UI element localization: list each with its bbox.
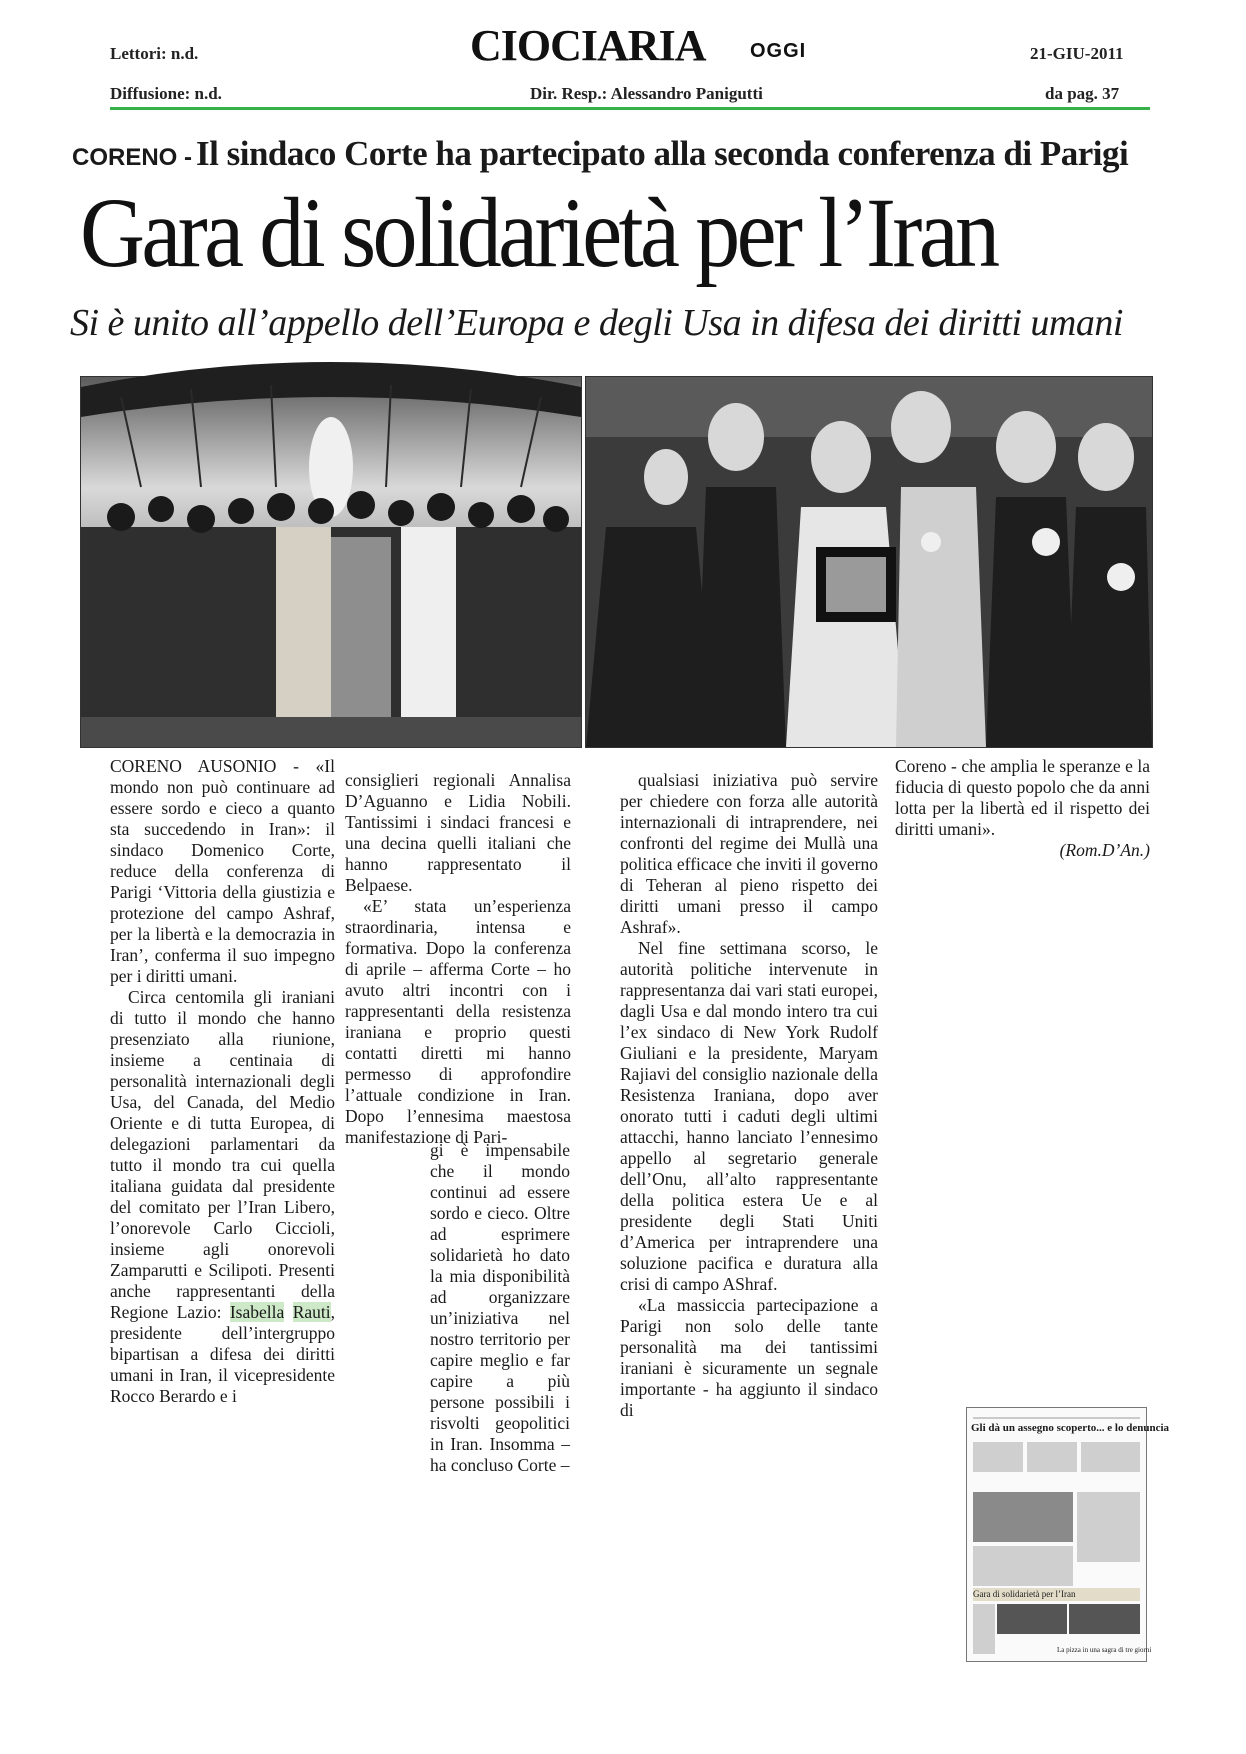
- thumbnail-side-headline: La pizza in una sagra di tre giorni: [1057, 1646, 1152, 1654]
- highlighted-name-last: Rauti: [292, 1302, 331, 1322]
- article-column-2: [345, 770, 571, 1148]
- thumbnail-headline: Gli dà un assegno scoperto... e lo denuncia: [971, 1422, 1170, 1434]
- article-column-1: [110, 756, 335, 1407]
- highlighted-name-first: Isabella: [229, 1302, 285, 1322]
- paragraph: consiglieri regionali Annalisa D’Aguanno e Lidia Nobili. Tantissimi i sindaci francesi e una decina quelli italiani che hanno rappresentato il Belpaese.: [345, 770, 571, 895]
- paragraph: CORENO AUSONIO - «Il mondo non può continuare ad essere sordo e cieco a quanto sta succedendo in Iran»: il sindaco Domenico Corte, reduce della conferenza di Parigi ‘Vittoria della giustizia e protezione del campo Ashraf, per la libertà e la democrazia in Iran’, conferma il suo impegno per i diritti umani.: [110, 756, 335, 986]
- paragraph: qualsiasi iniziativa può servire per chiedere con forza alle autorità internazionali di intraprendere, nei confronti del regime dei Mullà una politica efficace che inviti il governo di Teheran al pieno rispetto dei diritti umani presso il campo Ashraf».: [620, 770, 878, 937]
- byline: (Rom.D’An.): [1059, 840, 1150, 860]
- masthead-title: CIOCIARIA: [470, 21, 706, 70]
- page-ref-label: da pag. 37: [1045, 84, 1120, 103]
- masthead-suffix: OGGI: [750, 40, 807, 62]
- paragraph: gi è impensabile che il mondo continui ad essere sordo e cieco. Oltre ad esprimere solidarietà ho dato la mia disponibilità ad organizzare un’iniziativa nel nostro territorio per capire meglio e far capire a più persone possibili i risvolti geopolitici in Iran. Insomma – ha concluso Corte –: [430, 1140, 570, 1475]
- kicker-text: Il sindaco Corte ha partecipato alla seconda conferenza di Parigi: [196, 134, 1129, 173]
- article-column-3: [620, 770, 878, 1421]
- circulation-label: Diffusione: n.d.: [110, 84, 222, 103]
- article-column-4: [895, 756, 1150, 861]
- paragraph-text: , presidente dell’intergruppo bipartisan a difesa dei diritti umani in Iran, il vicepresidente Rocco Berardo e i: [110, 1302, 335, 1406]
- paragraph: Coreno - che amplia le speranze e la fiducia di questo popolo che da anni lotta per la libertà ed il rispetto dei diritti umani».: [895, 756, 1150, 839]
- director-label: Dir. Resp.: Alessandro Panigutti: [530, 84, 763, 103]
- page-thumbnail: [966, 1407, 1170, 1662]
- headline: Gara di solidarietà per l’Iran: [80, 177, 997, 288]
- paragraph: Nel fine settimana scorso, le autorità politiche intervenute in rappresentanza dai vari stati europei, dagli Usa e dal mondo intero tra cui l’ex sindaco di New York Rudolf Giuliani e la presidente, Maryam Rajiavi del consiglio nazionale della Resistenza Iraniana, dopo aver onorato tutti i caduti degli ultimi attacchi, hanno lanciato l’ennesimo appello al segretario generale dell’Onu, all’alto rappresentante della politica estera Ue e al presidente degli Stati Uniti d’America per intraprendere una soluzione pacifica e duratura alla crisi di campo AShraf.: [620, 938, 878, 1294]
- article-column-2-lower: [430, 1140, 570, 1476]
- photo-conference-group: [80, 376, 582, 748]
- kicker: [72, 134, 1172, 181]
- paragraph: [110, 987, 335, 1407]
- thumbnail-article-title: Gara di solidarietà per l’Iran: [973, 1588, 1140, 1601]
- subheadline: Si è unito all’appello dell’Europa e degli Usa in difesa dei diritti umani: [70, 302, 1123, 344]
- paragraph: «E’ stata un’esperienza straordinaria, intensa e formativa. Dopo la conferenza di aprile – afferma Corte – ho avuto altri incontri con i rappresentanti della resistenza iraniana e proprio questi contatti diretti mi hanno permesso di approfondire l’attuale condizione in Iran. Dopo l’ennesima maestosa manifestazione di Pari-: [345, 896, 571, 1147]
- paragraph: «La massiccia partecipazione a Parigi non solo delle tante personalità ma dei tantissimi iraniani è sicuramente un segnale importante - ha aggiunto il sindaco di: [620, 1295, 878, 1420]
- kicker-place: CORENO -: [72, 144, 192, 171]
- date-label: 21-GIU-2011: [1030, 44, 1124, 63]
- readers-label: Lettori: n.d.: [110, 44, 199, 63]
- photo-award-ceremony: [585, 376, 1153, 748]
- paragraph-text: Circa centomila gli iraniani di tutto il mondo che hanno presenziato alla riunione, insieme a centinaia di personalità internazionali degli Usa, del Canada, del Medio Oriente e di tutta Europea, di delegazioni parlamentari da tutto il mondo tra cui quella italiana guidata dal presidente del comitato per l’Iran Libero, l’onorevole Carlo Ciccioli, insieme agli onorevoli Zamparutti e Scilipoti. Presenti anche rappresentanti della Regione Lazio:: [110, 987, 335, 1322]
- header-divider: [110, 107, 1150, 110]
